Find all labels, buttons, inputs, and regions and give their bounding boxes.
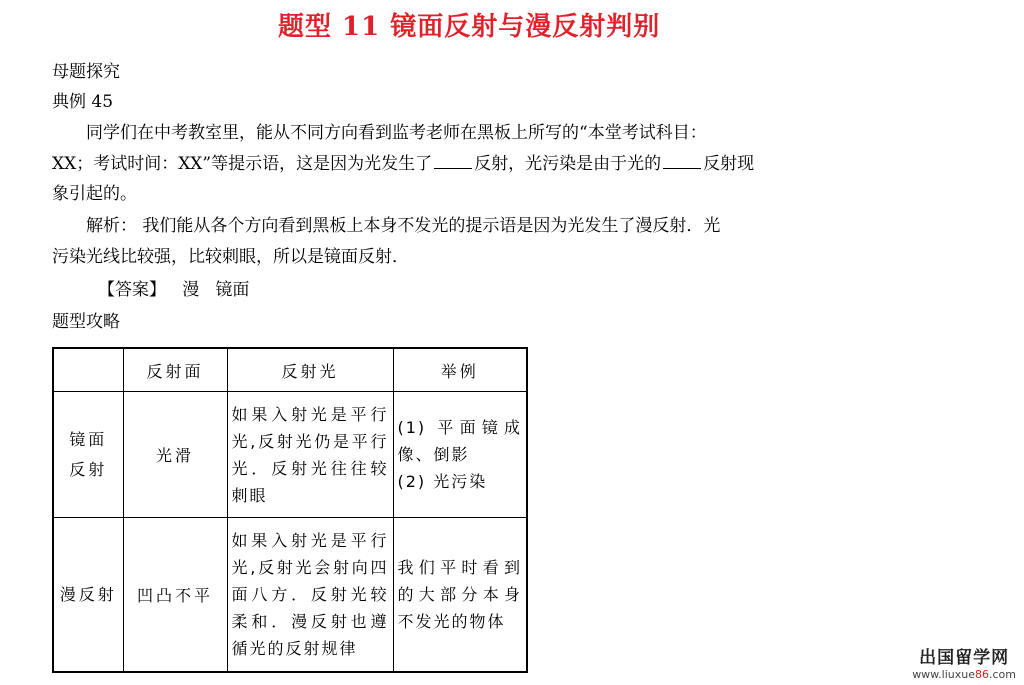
watermark-url[interactable]: www.liuxue86.com	[912, 668, 1016, 681]
row-surface-specular: 光滑	[123, 392, 227, 518]
table-row	[53, 392, 527, 518]
header-cell-empty	[53, 348, 123, 392]
reflection-comparison-table	[52, 347, 528, 673]
row-light-diffuse: 如果入射光是平行光,反射光会射向四面八方．反射光较柔和．漫反射也遵循光的反射规律	[227, 518, 393, 673]
table-header-row	[53, 348, 527, 392]
section-heading-strategy: 题型攻略	[52, 312, 120, 332]
example-label: 典例 45	[52, 92, 114, 112]
watermark-name: 出国留学网	[919, 648, 1010, 668]
header-cell-reflected-light: 反射光	[227, 348, 393, 392]
site-watermark	[912, 643, 1016, 681]
row-type-diffuse: 漫反射	[53, 518, 123, 673]
analysis-line-2: 污染光线比较强，比较刺眼，所以是镜面反射．	[52, 247, 409, 267]
answer-line	[98, 278, 249, 302]
header-cell-surface: 反射面	[123, 348, 227, 392]
analysis-line-1: 解析： 我们能从各个方向看到黑板上本身不发光的提示语是因为光发生了漫反射．光	[86, 216, 721, 236]
row-surface-diffuse: 凹凸不平	[123, 518, 227, 673]
row-light-specular: 如果入射光是平行光,反射光仍是平行光．反射光往往较刺眼	[227, 392, 393, 518]
row-type-specular: 镜面 反射	[53, 392, 123, 518]
table-row	[53, 518, 527, 673]
question-text-b: 反射，光污染是由于光的	[474, 154, 662, 174]
question-line-2	[52, 152, 754, 176]
answer-blank-1	[434, 152, 472, 169]
section-heading-exploration: 母题探究	[52, 62, 120, 82]
question-text-c: 反射现	[703, 154, 755, 174]
row-example-diffuse: 我们平时看到的大部分本身不发光的物体	[393, 518, 527, 673]
answer-value: 漫 镜面	[182, 280, 250, 300]
answer-label: 【答案】	[98, 280, 166, 300]
question-line-1: 同学们在中考教室里，能从不同方向看到监考老师在黑板上所写的“本堂考试科目：	[86, 123, 707, 143]
header-cell-example: 举例	[393, 348, 527, 392]
answer-blank-2	[663, 152, 701, 169]
row-example-specular: (1) 平面镜成像、倒影 (2) 光污染	[393, 392, 527, 518]
page-title: 题型 11 镜面反射与漫反射判别	[278, 12, 661, 42]
question-line-3: 象引起的。	[52, 184, 137, 204]
question-text-a: XX；考试时间：XX”等提示语，这是因为光发生了	[52, 154, 433, 174]
